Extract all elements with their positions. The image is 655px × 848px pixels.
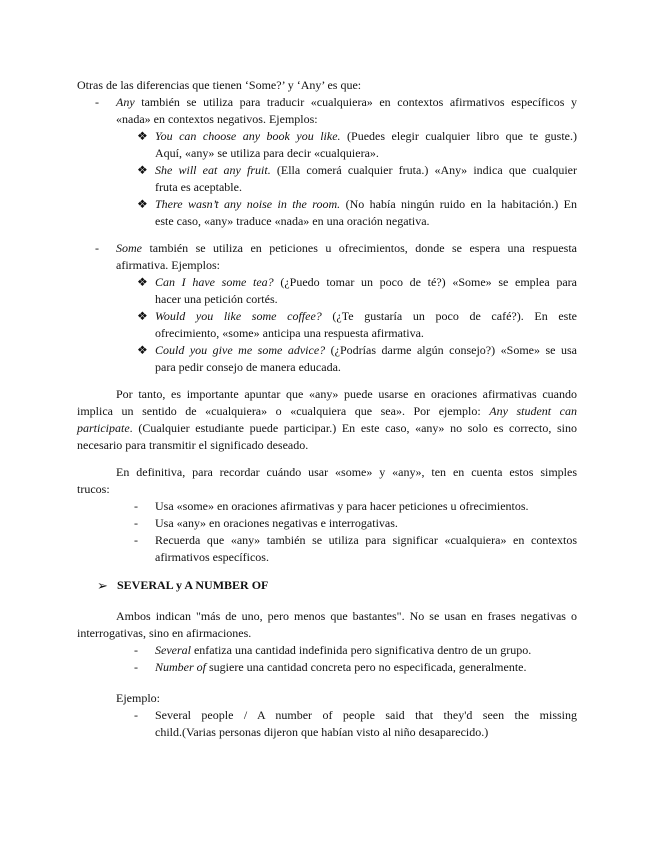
some-example-1 (155, 274, 577, 291)
item-text: sugiere una cantidad concreta pero no especificada, generalmente. (206, 660, 527, 674)
any-use-text: también se utiliza para traducir «cualquiera» en contextos afirmativos específicos y (134, 95, 577, 109)
diamond-bullet: ❖ (137, 197, 148, 211)
example-english: Can I have some tea? (155, 275, 274, 289)
some-use-line-1 (116, 240, 577, 257)
several-item (155, 642, 531, 659)
para1-text: . (Cualquier estudiante puede participar.) En este caso, «any» no solo es correcto, sino (129, 421, 577, 435)
example-english: She will eat any fruit. (155, 163, 271, 177)
item-text: enfatiza una cantidad indefinida pero significativa dentro de un grupo. (190, 643, 532, 657)
dash-bullet: - (134, 643, 138, 657)
tip-item: Usa «some» en oraciones afirmativas y para hacer peticiones u ofrecimientos. (155, 499, 529, 513)
example-label: Ejemplo: (116, 691, 160, 705)
dash-bullet: - (134, 516, 138, 530)
any-example-2 (155, 162, 577, 179)
tip-item: Recuerda que «any» también se utiliza para significar «cualquiera» en contextos (155, 533, 577, 547)
any-example-1 (155, 128, 577, 145)
example-english: You can choose any book you like. (155, 129, 341, 143)
para1-example-end: participate (77, 421, 130, 435)
diamond-bullet: ❖ (137, 163, 148, 177)
dash-bullet: - (134, 708, 138, 722)
example-english: Would you like some coffee? (155, 309, 322, 323)
dash-bullet: - (95, 241, 99, 255)
term-any: Any (116, 95, 135, 109)
section-para-line-1: Ambos indican "más de uno, pero menos que bastantes". No se usan en frases negativas o (116, 609, 577, 623)
any-example-2-cont: fruta es aceptable. (155, 180, 242, 194)
some-use-text: también se utiliza en peticiones u ofrecimientos, donde se espera una respuesta (142, 241, 577, 255)
example-translation: (Ella comerá cualquier fruta.) «Any» indica que cualquier (270, 163, 577, 177)
term-number-of: Number of (155, 660, 206, 674)
diamond-bullet: ❖ (137, 275, 148, 289)
dash-bullet: - (95, 95, 99, 109)
example-english: There wasn’t any noise in the room. (155, 197, 341, 211)
number-of-item (155, 659, 527, 676)
tip-item: Usa «any» en oraciones negativas e interrogativas. (155, 516, 398, 530)
some-example-2 (155, 308, 577, 325)
para2-line-2: trucos: (77, 482, 110, 496)
intro-line: Otras de las diferencias que tienen ‘Some?’ y ‘Any’ es que: (77, 78, 362, 92)
example-translation: (¿Puedo tomar un poco de té?) «Some» se emplea para (273, 275, 577, 289)
term-some: Some (116, 241, 142, 255)
example-translation: (¿Podrías darme algún consejo?) «Some» se usa (325, 343, 577, 357)
any-use-line-2: «nada» en contextos negativos. Ejemplos: (116, 112, 318, 126)
some-example-3 (155, 342, 577, 359)
any-example-1-cont: Aquí, «any» se utiliza para decir «cualquiera». (155, 146, 379, 160)
diamond-bullet: ❖ (137, 343, 148, 357)
para2-line-1: En definitiva, para recordar cuándo usar «some» y «any», ten en cuenta estos simples (116, 465, 577, 479)
dash-bullet: - (134, 499, 138, 513)
arrow-bullet: ➢ (97, 578, 108, 593)
example-translation: (No había ningún ruido en la habitación.) En (340, 197, 578, 211)
dash-bullet: - (134, 533, 138, 547)
any-use-line-1 (116, 94, 577, 111)
term-several: Several (155, 643, 191, 657)
diamond-bullet: ❖ (137, 309, 148, 323)
example-translation: (¿Te gustaría un poco de café?). En este (321, 309, 578, 323)
para1-text: implica un sentido de «cualquiera» o «cualquiera que sea». Por ejemplo: (77, 404, 490, 418)
para1-line-2 (77, 403, 577, 420)
para1-example: Any student can (489, 404, 577, 418)
some-example-3-cont: para pedir consejo de manera educada. (155, 360, 341, 374)
example-translation: (Puedes elegir cualquier libro que te guste.) (340, 129, 577, 143)
some-example-2-cont: ofrecimiento, «some» anticipa una respuesta afirmativa. (155, 326, 424, 340)
some-example-1-cont: hacer una petición cortés. (155, 292, 278, 306)
any-example-3-cont: este caso, «any» traduce «nada» en una oración negativa. (155, 214, 430, 228)
some-use-line-2: afirmativa. Ejemplos: (116, 258, 220, 272)
para1-line-4: necesario para transmitir el significado deseado. (77, 438, 309, 452)
any-example-3 (155, 196, 577, 213)
tip-item-cont: afirmativos específicos. (155, 550, 269, 564)
para1-line-1: Por tanto, es importante apuntar que «any» puede usarse en oraciones afirmativas cuando (116, 387, 577, 401)
example-sentence: Several people / A number of people said that they'd seen the missing (155, 708, 577, 722)
diamond-bullet: ❖ (137, 129, 148, 143)
dash-bullet: - (134, 660, 138, 674)
example-english: Could you give me some advice? (155, 343, 326, 357)
example-sentence-cont: child.(Varias personas dijeron que habían visto al niño desaparecido.) (155, 725, 489, 739)
para1-line-3 (77, 420, 577, 437)
section-heading: SEVERAL y A NUMBER OF (117, 578, 269, 592)
section-para-line-2: interrogativas, sino en afirmaciones. (77, 626, 252, 640)
